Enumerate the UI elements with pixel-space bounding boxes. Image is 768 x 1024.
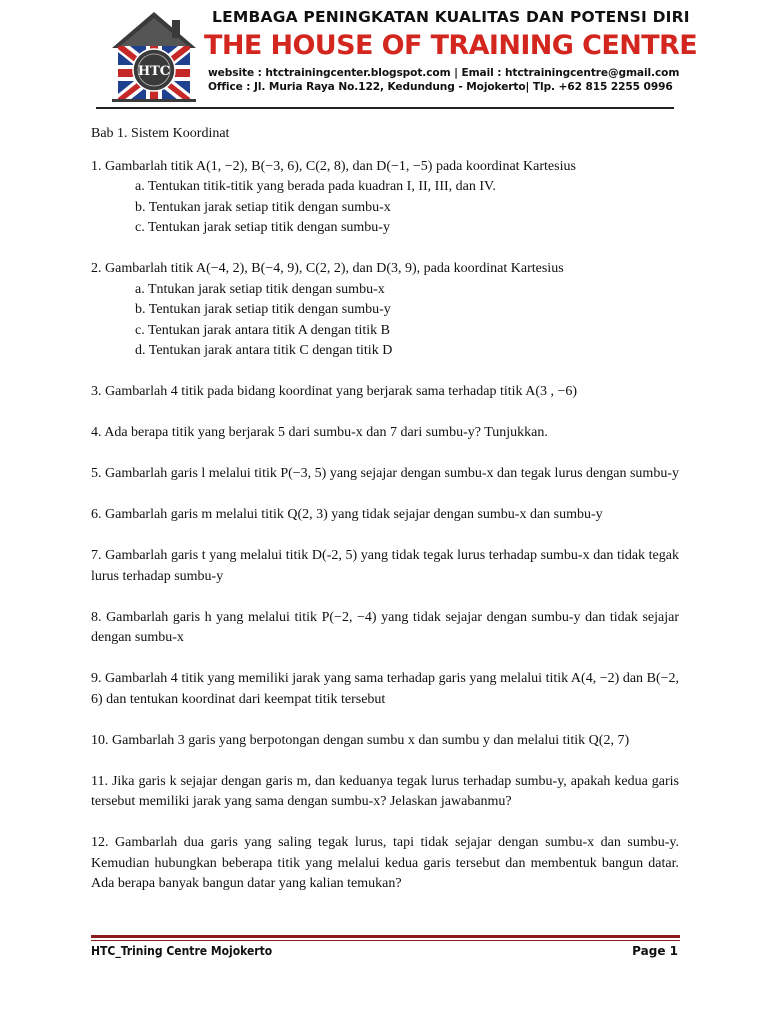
- contact-info: [208, 66, 678, 94]
- htc-logo: [110, 10, 198, 102]
- sub-question: b. Tentukan jarak setiap titik dengan sumbu-y: [135, 302, 391, 317]
- question-text: 1. Gambarlah titik A(1, −2), B(−3, 6), C(2, 8), dan D(−1, −5) pada koordinat Kartesius: [91, 158, 576, 174]
- sub-question: b. Tentukan jarak setiap titik dengan sumbu-x: [135, 199, 391, 215]
- question-1: [91, 157, 679, 239]
- question-12: 12. Gambarlah dua garis yang saling tegak lurus, tapi tidak sejajar dengan sumbu-x dan sumbu-y. Kemudian hubungkan beberapa titik yang melalui kedua garis tersebut dan membentuk bangun datar. Ada berapa banyak bangun datar yang kalian temukan?: [91, 835, 679, 891]
- question-5: 5. Gambarlah garis l melalui titik P(−3, 5) yang sejajar dengan sumbu-x dan tegak lurus dengan sumbu-y: [91, 466, 679, 481]
- footer-divider-thin: [91, 940, 680, 941]
- contact-website-email: website : htctrainingcenter.blogspot.com | Email : htctrainingcentre@gmail.com: [208, 67, 680, 79]
- contact-office-phone: Office : Jl. Muria Raya No.122, Kedundung - Mojokerto| Tlp. +62 815 2255 0996: [208, 81, 673, 93]
- sub-question: a. Tentukan titik-titik yang berada pada kuadran I, II, III, dan IV.: [135, 179, 496, 194]
- sub-question: c. Tentukan jarak setiap titik dengan sumbu-y: [135, 220, 390, 235]
- sub-question-list: [91, 280, 679, 362]
- sub-question: d. Tentukan jarak antara titik C dengan titik D: [135, 343, 393, 358]
- question-6: 6. Gambarlah garis m melalui titik Q(2, 3) yang tidak sejajar dengan sumbu-x dan sumbu-y: [91, 507, 603, 522]
- question-11: 11. Jika garis k sejajar dengan garis m, dan keduanya tegak lurus terhadap sumbu-y, apakah kedua garis tersebut memiliki jarak yang sama dengan sumbu-x? Jelaskan jawabanmu?: [91, 773, 679, 809]
- institution-title: THE HOUSE OF TRAINING CENTRE: [204, 30, 698, 61]
- chapter-title: Bab 1. Sistem Koordinat: [91, 126, 230, 141]
- page-number: Page 1: [632, 944, 678, 958]
- question-9: 9. Gambarlah 4 titik yang memiliki jarak yang sama terhadap garis yang melalui titik A(4, −2) dan B(−2, 6) dan tentukan koordinat dari keempat titik tersebut: [91, 671, 679, 707]
- worksheet-content: [91, 124, 679, 895]
- header-divider: [96, 107, 674, 109]
- question-3: 3. Gambarlah 4 titik pada bidang koordinat yang berjarak sama terhadap titik A(3 , −6): [91, 384, 578, 399]
- question-10: 10. Gambarlah 3 garis yang berpotongan dengan sumbu x dan sumbu y dan melalui titik Q(2, 7): [91, 732, 630, 748]
- sub-question: c. Tentukan jarak antara titik A dengan titik B: [135, 322, 390, 338]
- footer-institution: HTC_Trining Centre Mojokerto: [91, 944, 273, 958]
- question-text: 2. Gambarlah titik A(−4, 2), B(−4, 9), C(2, 2), dan D(3, 9), pada koordinat Kartesius: [91, 261, 564, 276]
- sub-question-list: [91, 177, 679, 239]
- organization-name: LEMBAGA PENINGKATAN KUALITAS DAN POTENSI DIRI: [212, 8, 690, 26]
- footer-divider-thick: [91, 935, 680, 938]
- svg-text:HTC: HTC: [137, 64, 171, 79]
- question-4: 4. Ada berapa titik yang berjarak 5 dari sumbu-x dan 7 dari sumbu-y? Tunjukkan.: [91, 425, 548, 440]
- question-7: 7. Gambarlah garis t yang melalui titik D(-2, 5) yang tidak tegak lurus terhadap sumbu-x dan tidak tegak lurus terhadap sumbu-y: [91, 548, 679, 584]
- sub-question: a. Tntukan jarak setiap titik dengan sumbu-x: [135, 281, 385, 297]
- question-2: [91, 259, 679, 362]
- question-8: 8. Gambarlah garis h yang melalui titik P(−2, −4) yang tidak sejajar dengan sumbu-y dan tidak sejajar dengan sumbu-x: [91, 609, 679, 645]
- house-emblem-logo-icon: [110, 10, 198, 102]
